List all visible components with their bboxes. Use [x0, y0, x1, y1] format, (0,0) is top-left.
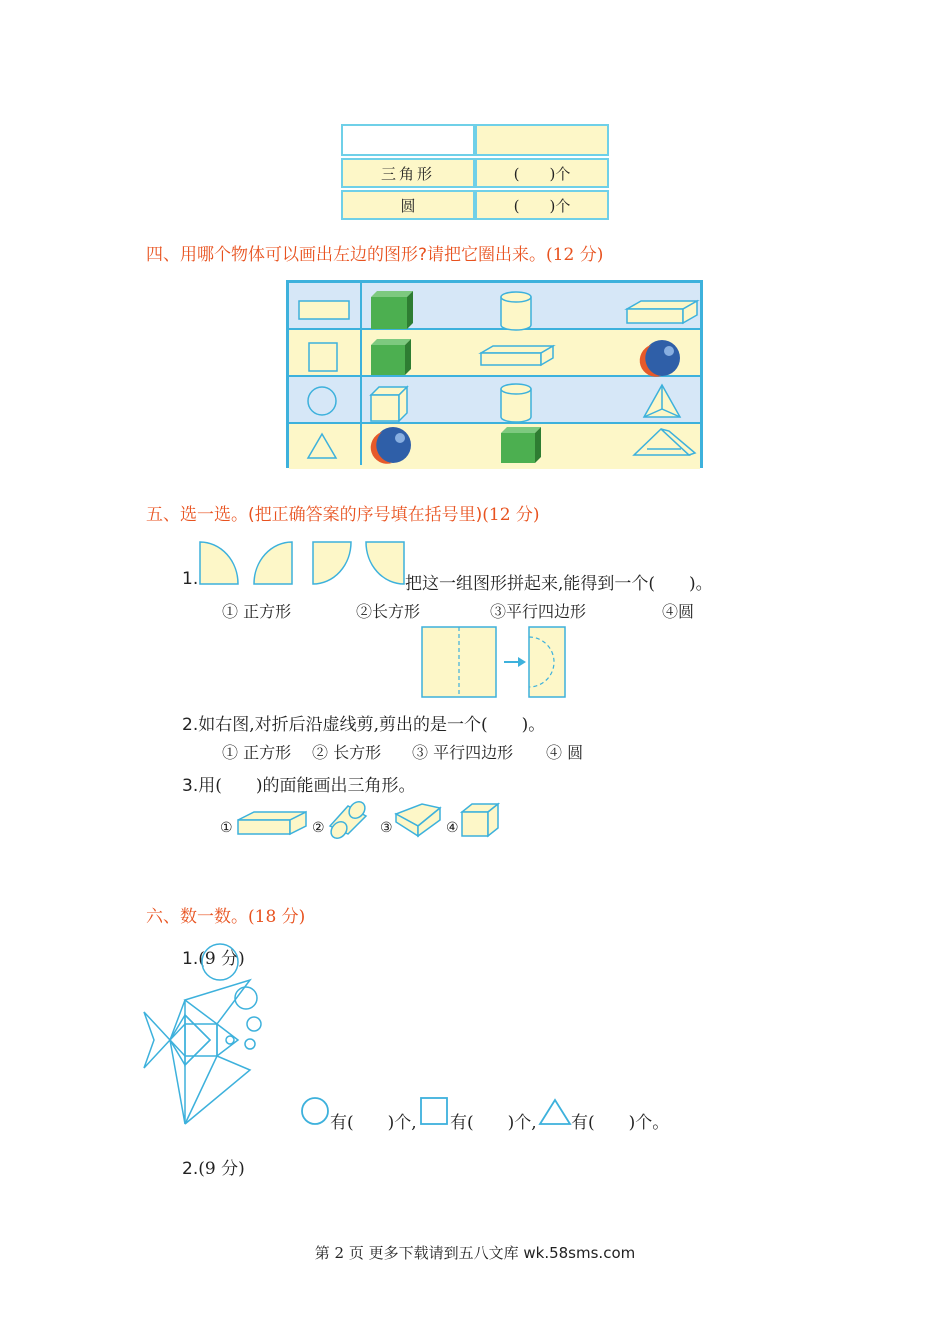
section-6-title — [146, 902, 305, 927]
question-number: 3. — [182, 776, 199, 796]
question-text: 把这一组图形拼起来,能得到一个( )。 — [405, 574, 713, 594]
triangular-prism-icon — [634, 429, 695, 455]
long-box-icon — [481, 346, 553, 365]
bubble-circle — [245, 1039, 255, 1049]
section-4-text: 四、用哪个物体可以画出左边的图形?请把它圈出来。 — [146, 245, 547, 265]
quarter-circle-icon — [366, 542, 404, 584]
option: ① 正方形 — [222, 602, 292, 621]
table-row-value: ( )个 — [475, 158, 609, 188]
option: ③ 平行四边形 — [412, 743, 514, 762]
option: ① — [220, 820, 233, 836]
table-header-left — [341, 124, 475, 156]
fish-tail — [144, 1012, 170, 1068]
option: ③平行四边形 — [490, 602, 587, 621]
question-number: 1. — [182, 569, 199, 589]
circle-icon — [308, 387, 336, 415]
count-table — [341, 124, 609, 224]
question-score: (9 分) — [198, 949, 245, 969]
table-row-label: 三角形 — [341, 158, 475, 188]
section-5-text: 五、选一选。(把正确答案的序号填在括号里) — [146, 505, 483, 525]
quarter-circles-figure — [198, 540, 408, 588]
question-number: 2. — [182, 1159, 199, 1179]
question-2 — [182, 710, 545, 735]
solids-figure — [234, 800, 509, 840]
option: ②长方形 — [356, 602, 421, 621]
triangle-icon — [538, 1098, 572, 1128]
quarter-circle-icon — [200, 542, 238, 584]
bubble-circle — [202, 944, 238, 980]
question-number: 2. — [182, 715, 199, 735]
bubble-circle — [247, 1017, 261, 1031]
quarter-circle-icon — [313, 542, 351, 584]
section-6-score: (18 分) — [248, 907, 306, 927]
footer-text: 第 2 页 更多下载请到五八文库 — [314, 1244, 524, 1262]
option: ② — [312, 820, 325, 836]
count-square-text: 有( )个, — [450, 1113, 537, 1133]
option: ③ — [380, 820, 393, 836]
cylinder-icon — [328, 800, 368, 840]
pyramid-icon — [644, 385, 680, 417]
circle-icon — [300, 1096, 332, 1128]
box-icon — [238, 812, 306, 834]
option: ② 长方形 — [312, 743, 382, 762]
section-6-text: 六、数一数。 — [146, 907, 248, 927]
fish-eye — [226, 1036, 234, 1044]
question-number: 1. — [182, 949, 199, 969]
triangular-prism-icon — [396, 804, 440, 836]
footer-link[interactable]: wk.58sms.com — [523, 1244, 636, 1262]
shapes-table — [286, 280, 703, 468]
triangle-icon — [308, 434, 336, 458]
cube-icon — [462, 804, 498, 836]
section-4-title — [146, 240, 603, 265]
cylinder-icon — [501, 384, 531, 422]
green-cube-icon — [371, 291, 413, 329]
option: ④ — [446, 820, 459, 836]
fish-square — [185, 1024, 217, 1056]
table-header-right — [475, 124, 609, 156]
count-circle-text: 有( )个, — [330, 1113, 417, 1133]
ball-icon — [371, 427, 411, 464]
cube-icon — [371, 387, 407, 421]
fish-body — [185, 1015, 210, 1065]
table-row-label: 圆 — [341, 190, 475, 220]
question-3 — [182, 771, 416, 796]
section-5-title — [146, 500, 540, 525]
rectangle-icon — [299, 301, 349, 319]
table-row-value: ( )个 — [475, 190, 609, 220]
question-2 — [182, 1154, 245, 1179]
shapes-table-drawing — [289, 283, 700, 465]
square-icon — [419, 1096, 451, 1128]
flat-box-icon — [627, 301, 697, 323]
count-triangle-text: 有( )个。 — [571, 1113, 670, 1133]
quarter-circle-icon — [254, 542, 292, 584]
green-cube-icon — [371, 339, 411, 375]
option: ④圆 — [662, 602, 695, 621]
question-score: (9 分) — [198, 1159, 245, 1179]
question-text: 如右图,对折后沿虚线剪,剪出的是一个( )。 — [198, 715, 546, 735]
ball-icon — [640, 340, 680, 377]
section-5-score: (12 分) — [482, 505, 540, 525]
bubble-circle — [235, 987, 257, 1009]
square-icon — [309, 343, 337, 371]
fold-cut-figure — [420, 625, 570, 701]
cylinder-icon — [501, 292, 531, 330]
fish-figure — [140, 940, 275, 1130]
question-text: 用( )的面能画出三角形。 — [198, 776, 416, 796]
section-4-score: (12 分) — [546, 245, 604, 265]
option: ④ 圆 — [546, 743, 584, 762]
green-cube-icon — [501, 427, 541, 463]
page-footer — [0, 1242, 950, 1263]
option: ① 正方形 — [222, 743, 292, 762]
